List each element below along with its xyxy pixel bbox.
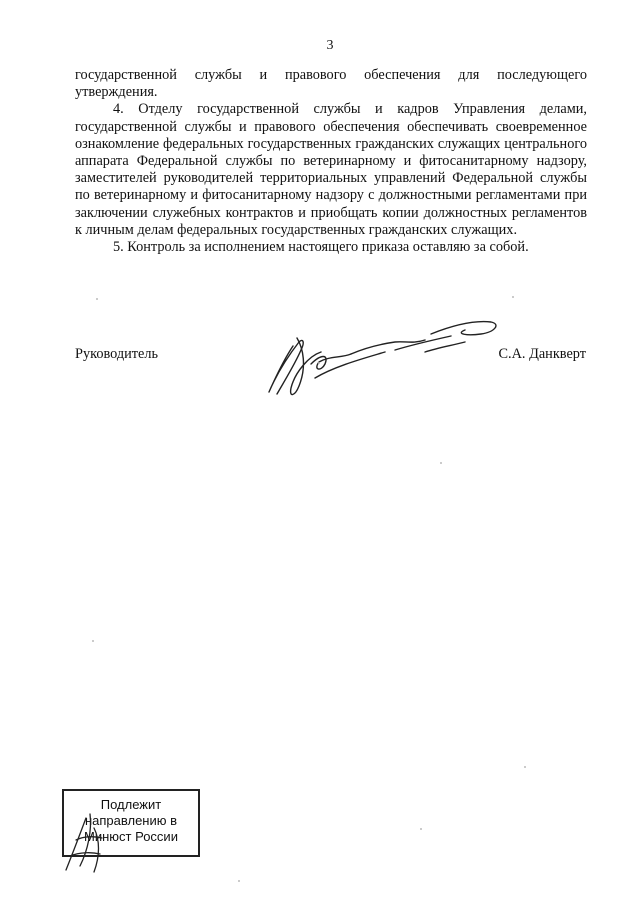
document-body <box>75 67 587 256</box>
signatory-name: С.А. Данкверт <box>498 346 586 362</box>
handwritten-signature <box>255 308 515 408</box>
scan-speck <box>512 296 514 298</box>
scan-speck <box>318 362 320 364</box>
scan-speck <box>96 298 98 300</box>
scan-speck <box>420 828 422 830</box>
paragraph-item-5: 5. Контроль за исполнением настоящего приказа оставляю за собой. <box>113 239 529 256</box>
paragraph-item-4: 4. Отделу государственной службы и кадров Управления делами, государственной службы и правового обеспечения обеспечивать своевременное ознакомление федеральных государственных гражданских служащих центрального аппарата Федеральной службы по ветеринарному и фитосанитарному надзору, заместителей руководителей территориальных управлений Федеральной службы по ветеринарному и фитосанитарному надзору с должностными регламентами при заключении служебных контрактов и приобщать копии должностных регламентов к личным делам федеральных государственных гражданских служащих. <box>75 101 587 238</box>
scan-speck <box>92 640 94 642</box>
signatory-role: Руководитель <box>75 346 159 362</box>
scan-speck <box>524 766 526 768</box>
scan-speck <box>238 880 240 882</box>
stamp-line-3: Минюст России <box>84 829 178 844</box>
stamp-line-2: направлению в <box>84 813 178 828</box>
page-number: 3 <box>326 38 334 53</box>
stamp-handwritten-mark <box>50 800 130 880</box>
paragraph-continuation: государственной службы и правового обеспечения для последующего утверждения. <box>75 67 587 101</box>
scan-speck <box>440 462 442 464</box>
stamp-line-1: Подлежит <box>100 797 162 812</box>
